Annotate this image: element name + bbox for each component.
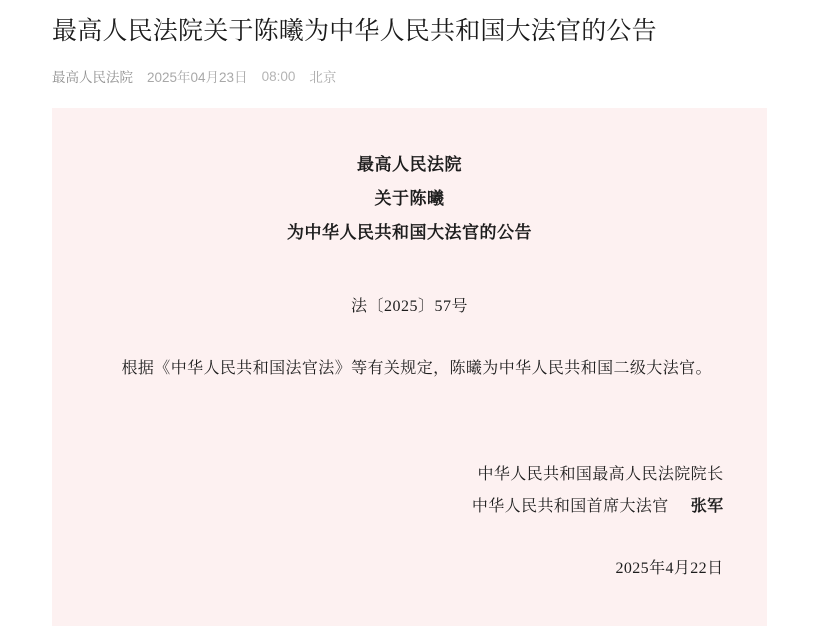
document-heading-line-3: 为中华人民共和国大法官的公告 [287,223,532,242]
meta-location: 北京 [309,70,337,85]
document-heading-line-2: 关于陈曦 [374,189,445,208]
signature-title-line-2 [90,491,724,523]
meta-time: 08:00 [261,68,296,84]
document-number: 法〔2025〕57号 [350,298,468,315]
signature-title-text: 中华人民共和国首席大法官 [471,498,669,515]
meta-source: 最高人民法院 [52,70,133,85]
document-card [52,108,767,626]
meta-date: 2025年04月23日 [147,70,248,85]
document-content [90,148,730,585]
article-meta [52,66,777,86]
page-title: 最高人民法院关于陈曦为中华人民共和国大法官的公告 [52,18,657,45]
signature-title-line-1: 中华人民共和国最高人民法院院长 [477,466,724,483]
document-body-text: 根据《中华人民共和国法官法》等有关规定，陈曦为中华人民共和国二级大法官。 [121,360,712,377]
signature-name: 张军 [690,498,724,515]
document-signature [90,459,730,523]
document-heading-line-1: 最高人民法院 [357,155,462,174]
document-sign-date: 2025年4月22日 [615,560,724,577]
article-header [0,0,817,86]
